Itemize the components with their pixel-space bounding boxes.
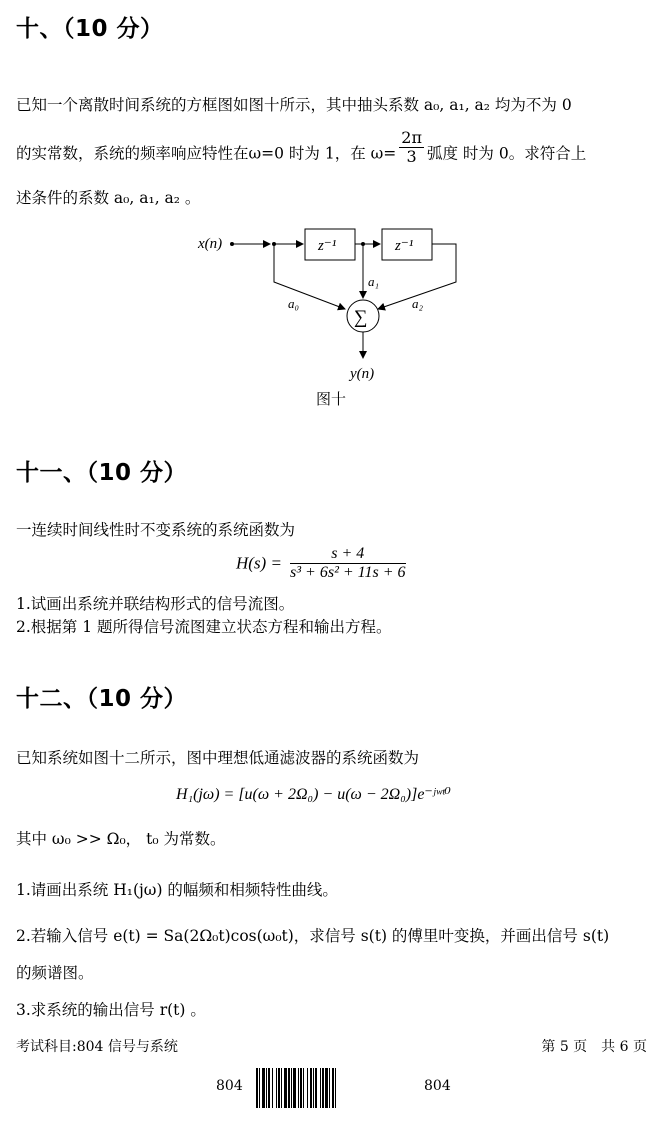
barcode-bar — [293, 1068, 296, 1108]
q10-frac-num: 2π — [401, 128, 422, 147]
barcode-bar — [322, 1068, 324, 1108]
a0-label: a₀ — [288, 296, 300, 311]
barcode-bar — [259, 1068, 260, 1108]
barcode-bar — [268, 1068, 270, 1108]
barcode-bar — [307, 1068, 308, 1108]
q10-line2-pre: 的实常数，系统的频率响应特性在 — [16, 144, 249, 163]
sum-symbol: ∑ — [354, 307, 368, 328]
barcode-bar — [256, 1068, 258, 1108]
barcode-bar — [298, 1068, 299, 1108]
barcode-bar — [284, 1068, 287, 1108]
q11-eq-fraction — [290, 545, 405, 582]
q12-item2: 2.若输入信号 e(t) = Sa(2Ω₀t)cos(ω₀t)，求信号 s(t) 的傅里叶变换，并画出信号 s(t) — [16, 927, 610, 945]
barcode-left-text: 804 — [216, 1078, 243, 1094]
q10-line1: 已知一个离散时间系统的方框图如图十所示，其中抽头系数 a₀, a₁, a₂ 均为不为 0 — [16, 96, 572, 114]
delay2-label: z⁻¹ — [395, 238, 414, 254]
q11-eq-num: s + 4 — [290, 545, 405, 564]
barcode-bar — [329, 1068, 330, 1108]
q10-line2-post: 弧度 时为 0。求符合上 — [426, 144, 587, 163]
barcode-bar — [272, 1068, 273, 1108]
barcode — [256, 1068, 412, 1108]
q12-item2b: 的频谱图。 — [16, 964, 94, 982]
barcode-bar — [276, 1068, 277, 1108]
barcode-bar — [266, 1068, 267, 1108]
q11-eq-den: s³ + 6s² + 11s + 6 — [290, 564, 406, 581]
input-label: x(n) — [198, 236, 223, 252]
delay1-label: z⁻¹ — [318, 238, 337, 254]
barcode-bar — [325, 1068, 328, 1108]
a1-label: a₁ — [368, 274, 380, 289]
barcode-bar — [320, 1068, 321, 1108]
barcode-bar — [278, 1068, 280, 1108]
q12-heading: 十二、（10 分） — [16, 686, 188, 712]
block-diagram — [190, 222, 480, 384]
barcode-bar — [332, 1068, 334, 1108]
barcode-bar — [315, 1068, 317, 1108]
q10-frac-den: 3 — [406, 147, 417, 166]
output-label: y(n) — [350, 366, 375, 382]
q10-line2-omega: ω=0 时为 1，在 ω= — [248, 144, 397, 163]
barcode-bar — [281, 1068, 282, 1108]
barcode-bar — [288, 1068, 290, 1108]
q12-equation: H₁(jω) = [u(ω + 2Ω₀) − u(ω − 2Ω₀)]e⁻ʲʷᵗ⁰ — [176, 786, 451, 803]
q10-line3: 述条件的系数 a₀, a₁, a₂ 。 — [16, 189, 201, 207]
q10-heading: 十、（10 分） — [16, 16, 164, 42]
barcode-bar — [262, 1068, 265, 1108]
q11-heading: 十一、（10 分） — [16, 460, 188, 486]
footer-subject: 考试科目:804 信号与系统 — [16, 1039, 178, 1055]
barcode-bar — [300, 1068, 302, 1108]
q11-item2: 2.根据第 1 题所得信号流图建立状态方程和输出方程。 — [16, 618, 392, 636]
q12-item1: 1.请画出系统 H₁(jω) 的幅频和相频特性曲线。 — [16, 881, 338, 899]
a2-label: a₂ — [412, 296, 424, 311]
q10-fraction — [399, 129, 424, 166]
q12-item3: 3.求系统的输出信号 r(t) 。 — [16, 1001, 206, 1019]
barcode-right-text: 804 — [424, 1078, 451, 1094]
figure-caption: 图十 — [316, 390, 347, 408]
q11-intro: 一连续时间线性时不变系统的系统函数为 — [16, 521, 296, 539]
q11-equation — [236, 545, 409, 582]
q11-eq-lhs: H(s) = — [236, 553, 282, 573]
footer-page: 第 5 页 共 6 页 — [541, 1039, 647, 1055]
barcode-bar — [303, 1068, 304, 1108]
barcode-bar — [313, 1068, 314, 1108]
barcode-bar — [291, 1068, 292, 1108]
barcode-bar — [335, 1068, 336, 1108]
q11-item1: 1.试画出系统并联结构形式的信号流图。 — [16, 595, 295, 613]
q12-cond: 其中 ω₀ >> Ω₀， t₀ 为常数。 — [16, 830, 226, 848]
barcode-bar — [310, 1068, 312, 1108]
q12-intro: 已知系统如图十二所示，图中理想低通滤波器的系统函数为 — [16, 749, 420, 767]
